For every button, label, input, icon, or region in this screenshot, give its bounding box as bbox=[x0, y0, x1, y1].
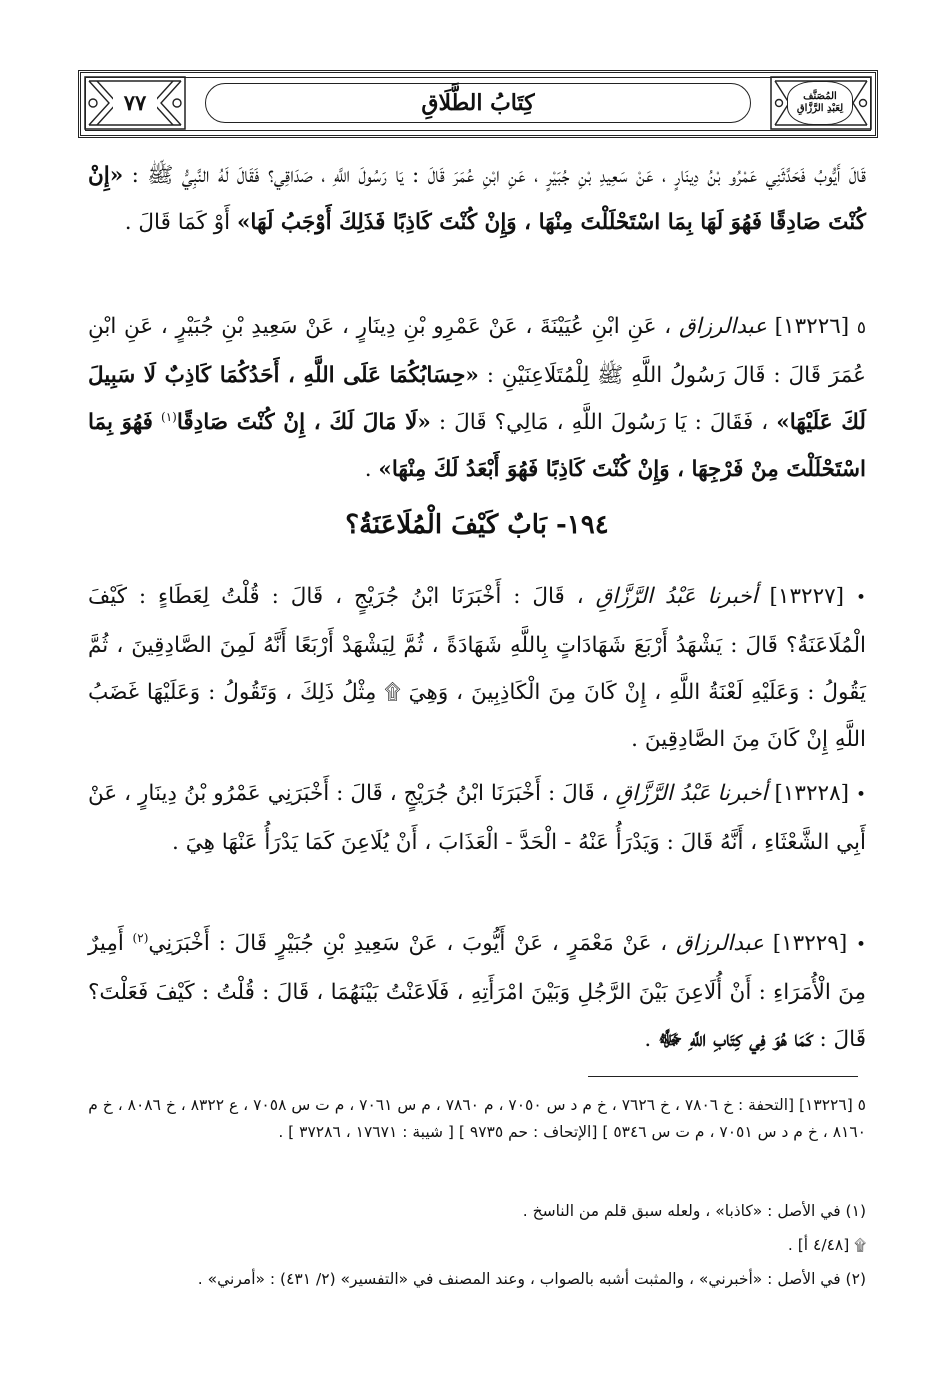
para1-text: قَالَ أَيُّوبُ فَحَدَّثَنِي عَمْرُو بْنُ دِينَارٍ ، عَنْ سَعِيدِ بْنِ جُبَيْرٍ ، عَنِ ابْنِ عُمَرَ قَالَ : يَا رَسُولَ اللَّهِ ، صَدَاقِي؟ فَقَالَ لَهُ النَّبِيُّ ﷺ : bbox=[131, 163, 866, 188]
hadith-end: . bbox=[364, 457, 372, 482]
hadith-quote: كَمَا هُوَ فِي كِتَابِ اللَّهِ ﷻ bbox=[658, 1027, 813, 1052]
book-title: كِتَابُ الطَّلَاقِ bbox=[421, 90, 535, 116]
footnote-folio: ۩ [٤/٤٨ أ] . bbox=[787, 1236, 866, 1254]
hadith-quote: فَهُوَ بِمَا اسْتَحْلَلْتَ مِنْ فَرْجِهَا ، وَإِنْ كُنْتَ كَاذِبًا فَهُوَ أَبْعَدُ لَكَ مِنْهَا» bbox=[88, 410, 866, 482]
footnote-divider bbox=[588, 1076, 858, 1077]
hadith-number: [١٣٢٢٦] bbox=[774, 314, 850, 339]
hadith-text: ، قَالَ : أَخْبَرَنَا ابْنُ جُرَيْجٍ ، قَالَ : قُلْتُ لِعَطَاءٍ : كَيْفَ الْمُلَاعَنَةُ؟ قَالَ : يَشْهَدُ أَرْبَعَ شَهَادَاتٍ بِاللَّهِ شَهَادَةً ، ثُمَّ لِيَشْهَدْ أَرْبَعًا أَنَّهُ لَمِنَ الصَّادِقِينَ ، ثُمَّ يَقُولُ : وَعَلَيْهِ لَعْنَةُ اللَّهِ ، إِنْ كَانَ مِنَ الْكَاذِبِينَ ، وَهِيَ ۩ مِثْلُ ذَلِكَ ، وَتَقُولُ : وَعَلَيْهَا غَضَبُ اللَّهِ إِنْ كَانَ مِنَ الصَّادِقِينَ . bbox=[88, 584, 866, 752]
hadith-13229 bbox=[88, 920, 866, 1063]
seal-line-2: لِعَبْدِ الرَّزَّاقِ bbox=[796, 103, 844, 114]
hadith-13228 bbox=[88, 770, 866, 866]
hadith-number: [١٣٢٢٧] bbox=[769, 584, 845, 609]
hadith-marker: • bbox=[855, 588, 867, 608]
hadith-number: [١٣٢٢٩] bbox=[772, 931, 848, 956]
footnote-takhrij: ٥ [١٣٢٢٦] [التحفة : خ ٧٨٠٦ ، خ ٧٦٢٦ ، خ م د س ٧٠٥٠ ، م ٧٨٦٠ ، م س ٧٠٦١ ، م ت س ٧٠٥٨ ، ع ٨٣٢٢ ، خ ٨٠٨٦ ، خ م ٨١٦٠ ، خ م د س ٧٠٥١ ، م ت س ٥٣٤٦ ] [الإتحاف : حم ٩٧٣٥ ] [ شيبة : ١٧٦٧١ ، ٣٧٢٨٦ ] . bbox=[88, 1096, 866, 1141]
paragraph-continuation bbox=[88, 152, 866, 246]
hadith-marker: • bbox=[855, 935, 866, 955]
hadith-marker: • bbox=[855, 785, 866, 805]
hadith-narrator: عبدالرزاق bbox=[675, 931, 764, 956]
hadith-narrator: عبدالرزاق bbox=[678, 314, 767, 339]
hadith-end: . bbox=[644, 1027, 652, 1052]
hadith-text: ، عَنْ مَعْمَرٍ ، عَنْ أَيُّوبَ ، عَنْ سَعِيدِ بْنِ جُبَيْرٍ قَالَ : أَخْبَرَنِي bbox=[148, 931, 668, 956]
hadith-quote: «حِسَابُكُمَا عَلَى اللَّهِ ، أَحَدُكُمَا كَاذِبٌ لَا سَبِيلَ لَكَ عَلَيْهَا» bbox=[88, 363, 866, 435]
hadith-number: [١٣٢٢٨] bbox=[774, 781, 850, 806]
book-seal bbox=[787, 81, 853, 125]
para1-tail: أَوْ كَمَا قَالَ . bbox=[124, 210, 231, 235]
running-header bbox=[78, 70, 878, 138]
hadith-text: ، فَقَالَ : يَا رَسُولَ اللَّهِ ، مَالِي؟ قَالَ : bbox=[438, 410, 769, 435]
para1-quote: «إِنْ كُنْتَ صَادِقًا فَهُوَ لَهَا بِمَا اسْتَحْلَلْتَ مِنْهَا ، وَإِنْ كُنْتَ كَاذِبًا فَذَلِكَ أَوْجَبُ لَهَا» bbox=[88, 163, 866, 235]
hadith-narrator: أخبرنا عَبْدُ الرَّزَّاقِ bbox=[615, 781, 768, 806]
hadith-13226 bbox=[88, 303, 866, 493]
page-number: ٧٧ bbox=[113, 87, 157, 117]
hadith-quote: «لَا مَالَ لَكَ ، إِنْ كُنْتَ صَادِقًا bbox=[176, 410, 431, 435]
title-cartouche bbox=[205, 83, 751, 123]
chapter-heading: ١٩٤- بَابٌ كَيْفَ الْمُلَاعَنَةُ؟ bbox=[345, 510, 609, 540]
hadith-text: ، عَنِ ابْنِ عُيَيْنَةَ ، عَنْ عَمْرِو بْنِ دِينَارٍ ، عَنْ سَعِيدِ بْنِ جُبَيْرٍ ، عَنِ ابْنِ عُمَرَ قَالَ : قَالَ رَسُولُ اللَّهِ ﷺ لِلْمُتَلَاعِنَيْنِ : bbox=[88, 314, 866, 388]
footnote-ref-2: (٢) bbox=[132, 930, 149, 945]
hadith-text: أَمِيرٌ مِنَ الْأُمَرَاءِ : أَنْ أُلَاعِنَ بَيْنَ الرَّجُلِ وَبَيْنَ امْرَأَتِهِ ، فَلَاعَنْتُ بَيْنَهُمَا ، قَالَ : قُلْتُ : كَيْفَ فَعَلْتَ؟ قَالَ : bbox=[88, 931, 866, 1052]
hadith-text: ، قَالَ : أَخْبَرَنَا ابْنُ جُرَيْجٍ ، قَالَ : أَخْبَرَنِي عَمْرُو بْنُ دِينَارٍ ، عَنْ أَبِي الشَّعْثَاءِ ، أَنَّهُ قَالَ : وَيَدْرَأُ عَنْهُ - الْحَدَّ - الْعَذَابَ ، أَنْ يُلَاعِنَ كَمَا يَدْرَأُ عَنْهَا هِيَ . bbox=[88, 781, 866, 855]
hadith-narrator: أخبرنا عَبْدُ الرَّزَّاقِ bbox=[595, 584, 758, 609]
footnote-ref-1: (١) bbox=[161, 409, 177, 424]
seal-line-1: المُصَنَّف bbox=[803, 91, 837, 102]
footnote-2: (٢) في الأصل : «أخبرني» ، والمثبت أشبه بالصواب ، وعند المصنف في «التفسير» (٢/ ٤٣١) : «أمرني» . bbox=[197, 1270, 866, 1288]
hadith-13227 bbox=[88, 573, 866, 763]
hadith-marker: ٥ bbox=[856, 318, 867, 338]
footnote-1: (١) في الأصل : «كاذبا» ، ولعله سبق قلم من الناسخ . bbox=[522, 1202, 866, 1220]
